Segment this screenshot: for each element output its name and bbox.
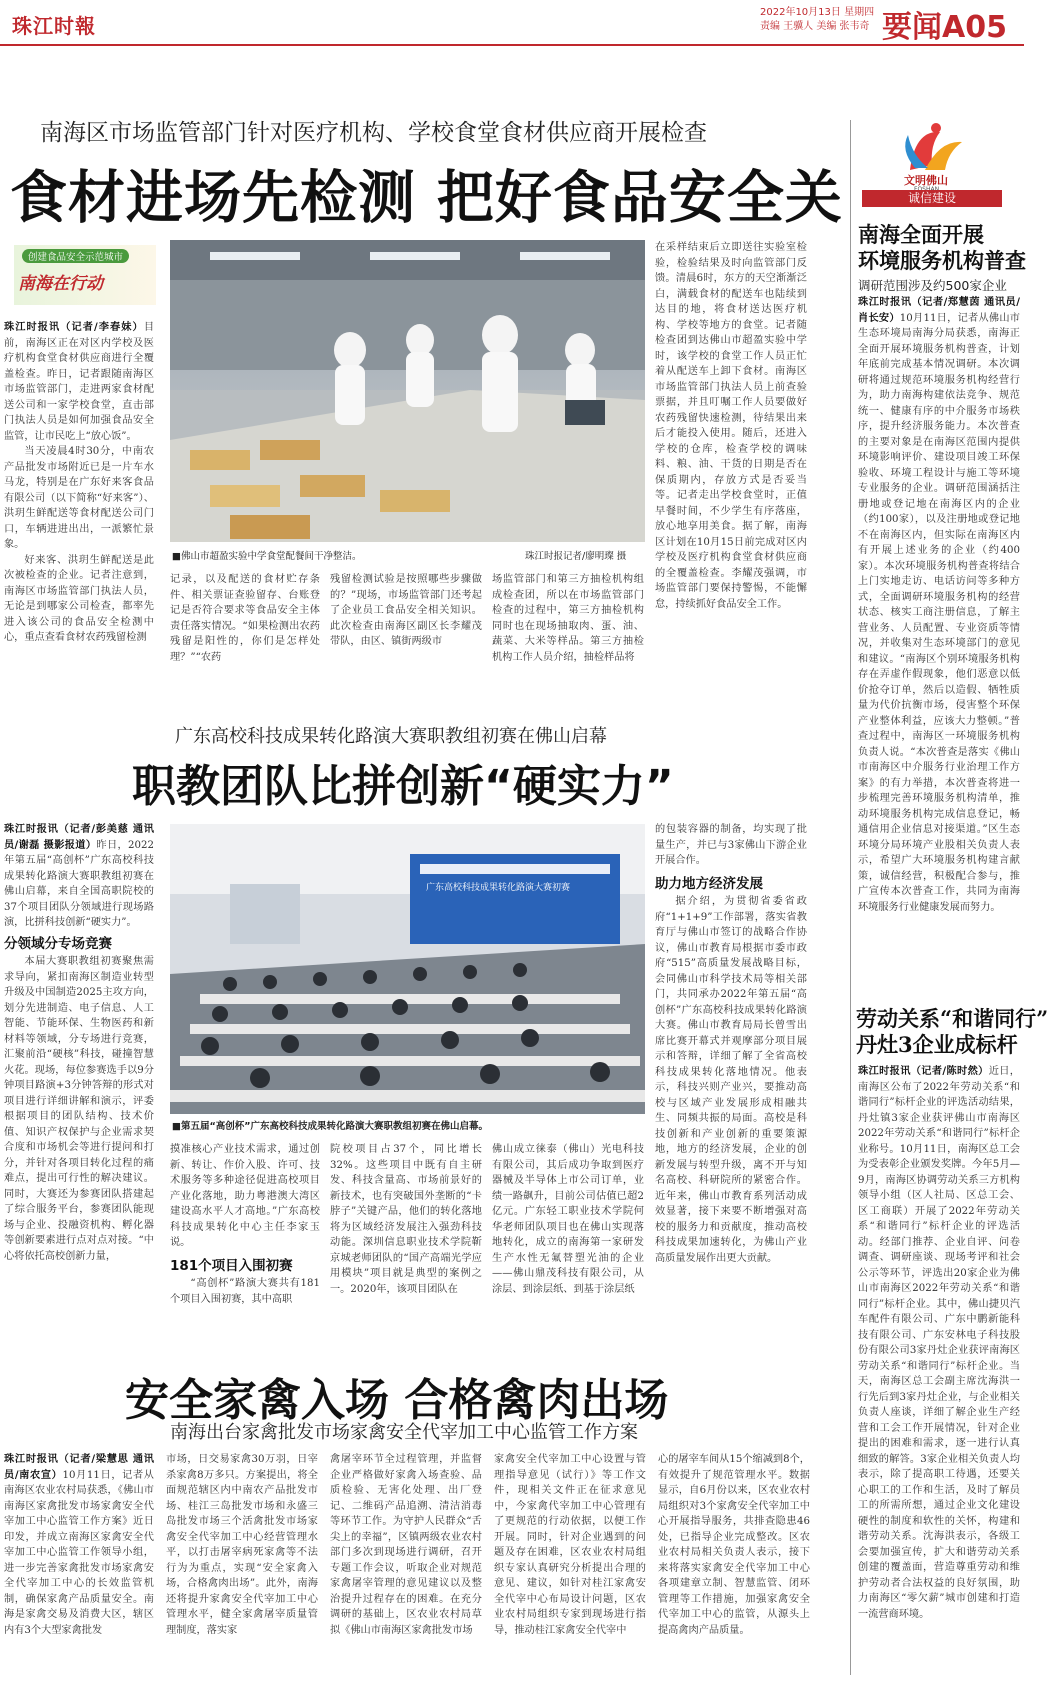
sidebar-story1-title-2: 环境服务机构普查 [858, 248, 1026, 273]
article1-column-1: 珠江时报讯（记者/李春妹）目前，南海区正在对区内学校及医疗机构食堂食材供应商进行全覆盖检查。昨日，记者跟随南海区市场监管部门，走进两家食材配送公司和一家学校食堂，直击部门执法人员是如何加强食品安全监管，让市民吃上“放心饭”。 当天凌晨4时30分，中南农产品批发市场附近已是一片车水马龙，特别是在广东好来客食品有限公司（以下简称“好来客”）、洪玥生鲜配送等食材配送公司门口，车辆进进出出，一派繁忙景象。 好来客、洪玥生鲜配送是此次被检查的企业。记者注意到，南海区市场监管部门执法人员，无论是到哪家公司检查，都率先进入该公司的食品安全检测中心，重点查看食材农药残留检测 [4, 321, 154, 643]
article2-column-3: 院校项目占37个，同比增长32%。这些项目中既有自主研发、科技含量高、市场前景好的新技术，也有突破国外垄断的“卡脖子”关键产品，他们的转化落地将为区域经济发展注入强劲科技动能。深圳信息职业技术学院靳京城老师团队的“国产高端光学应用模块”项目就是典型的案例之一。2020年，该项目团队在 [330, 1144, 482, 1295]
integrity-band: 诚信建设 [862, 190, 1002, 207]
article2-subhead-3: 助力地方经济发展 [655, 875, 763, 892]
article2-column-5: 的包装容器的制备，均实现了批量生产，并已与3家佛山下游企业开展合作。 助力地方经济发展 据介绍，为贯彻省委省政府“1+1+9”工作部署，落实省教育厅与佛山市签订的战略合作协议，佛山市教育局根据市委市政府“515”高质量发展战略目标，会同佛山市科学技术局等相关部门，共同承办2022年第五届“高创杯”广东高校科技成果转化路演大赛。佛山市教育局局长曾雪出席比赛开幕式并观摩部分项目展示和答辩，详细了解了全省高校科技成果转化落地情况。他表示，科技兴则产业兴，要推动高校与区域产业发展形成相融共生、同频共振的局面。高校是科技创新和产业创新的重要策源地，地方的经济发展，企业的创新发展与转型升级，离不开与知名高校、科研院所的紧密合作。近年来，佛山市教育系列活动成效显著，接下来要不断增强对高校的服务力和贡献度，推动高校科技成果加速转化，为佛山产业高质量发展作出更大贡献。 [655, 824, 807, 1264]
logo-title: 文明佛山 [904, 174, 948, 187]
article2-column-1: 珠江时报讯（记者/彭美慈 通讯员/谢磊 摄影报道）昨日，2022年第五届“高创杯”广东高校科技成果转化路演大赛职教组初赛在佛山启幕，来自全国高职院校的37个项目团队分领域进行现场路演，比拼科技创新“硬实力”。 分领域分专场竞赛 本届大赛职教组初赛聚焦需求导向，紧扣南海区制造业转型升级及中国制造2025主攻方向，划分先进制造、电子信息、人工智能、节能环保、生物医药和新材料等领域，分专场进行竞赛，汇聚前沿“硬核”科技，碰撞智慧火花。现场，每位参赛选手以9分钟项目路演+3分钟答辩的形式对项目进行详细讲解和演示，评委根据项目的团队结构、技术价值、知识产权保护与企业需求契合度和市场机会等进行提问和打分，并针对各项目转化过程的痛难点，提出可行性的解决建议。同时，大赛还为参赛团队搭建起了综合服务平台，参赛团队能现场与企业、投融资机构、孵化器等创新要素进行点对点对接。“中心将依托高校创新力量， [4, 823, 154, 1262]
article3-column-3: 禽屠宰环节全过程管理，并监督企业严格做好家禽入场查验、品质检验、无害化处理、出厂登记、二维码产品追溯、清洁消毒等环节工作。为守护人民群众“舌尖上的幸福”，区镇两级农业农村部门多次到现场进行调研，召开专题工作会议，听取企业对规范家禽屠宰管理的意见建议以及整治提升过程存在的困难。在充分调研的基础上，区农业农村局草拟《佛山市南海区家禽批发市场 [330, 1454, 482, 1636]
article2-photo [170, 824, 645, 1114]
issue-date: 2022年10月13日 星期四 [760, 7, 875, 18]
article2-byline: 珠江时报讯（记者/彭美慈 通讯员/谢磊 摄影报道） [4, 823, 154, 851]
article3-column-1: 珠江时报讯（记者/梁慧思 通讯员/南农宣）10月11日，记者从南海区农业农村局获悉，《佛山市南海区家禽批发市场家禽安全代宰加工中心监管工作方案》近日印发，并成立南海区家禽安全代宰加工中心监管工作领导小组，进一步完善家禽批发市场家禽安全代宰加工中心的长效监管机制，确保家禽产品质量安全。南海是家禽交易及消费大区，辖区内有3个大型家禽批发 [4, 1453, 154, 1636]
food-safety-badge [14, 245, 156, 305]
sidebar-story1-text: 珠江时报讯（记者/郑慧茵 通讯员/肖长安）10月11日，记者从佛山市生态环境局南海分局获悉，南海正全面开展环境服务机构普查，计划年底前完成基本情况调研。本次调研将通过规范环境服务机构经营行为，助力南海构建依法竞争、规范统一、健康有序的中介服务市场秩序，提升经济服务能力。本次普查的主要对象是在南海区范围内提供环境影响评价、建设项目竣工环保验收、环境工程设计与施工等环境专业服务的企业。调研范围涵括注册地或登记地在南海区内的企业（约100家），以及注册地或登记地不在南海区内，但实际在南海区内有开展上述业务的企业（约400家）。本次环境服务机构普查将结合上门实地走访、电话访问等多种方式，全面调研环境服务机构的经营状态、核实工商注册信息，了解主营业务、人员配置、专业资质等情况，并收集对生态环境部门的意见和建议。“南海区个别环境服务机构存在弄虚作假现象，他们恶意以低价抢夺订单，然后以造假、牺牲质量为代价抗衡市场，侵害整个环保产业整体利益，应该大力整顿。”普查过程中，南海区一环境服务机构负责人说。“本次普查是落实《佛山市南海区中介服务行业治理工作方案》的有力举措，本次普查将进一步梳理完善环境服务机构清单，推动环境服务机构完成信息登记，畅通信用企业信息对接渠道。”区生态环境分局环境产业股相关负责人表示，希望广大环境服务机构建言献策，诚信经营，积极配合参与，推广宣传本次普查工作，共同为南海环境服务行业健康发展而努力。 [858, 296, 1020, 913]
date-info [760, 6, 874, 34]
sidebar-divider [850, 120, 851, 1675]
sidebar-story2-text: 珠江时报讯（记者/陈时然）近日，南海区公布了2022年劳动关系“和谐同行”标杆企业的评选活动结果，丹灶镇3家企业获评佛山市南海区2022年劳动关系“和谐同行”标杆企业称号。10月11日，南海区总工会为受表彰企业颁发奖牌。今年5月—9月，南海区协调劳动关系三方机构领导小组（区人社局、区总工会、区工商联）开展了2022年劳动关系“和谐同行”标杆企业的评选活动。经部门推荐、企业自评、问卷调查、调研座谈、现场考评和社会公示等环节，评选出20家企业为佛山市南海区2022年劳动关系“和谐同行”标杆企业。其中，佛山捷贝汽车配件有限公司、广东中鹏新能科技有限公司、广东安林电子科技股份有限公司3家丹灶企业获评南海区劳动关系“和谐同行”标杆企业。当天，南海区总工会副主席沈海洪一行先后到3家丹灶企业，与企业相关负责人座谈，详细了解企业生产经营和工会工作开展情况，针对企业提出的困难和需求，逐一进行认真细致的解答。3家企业相关负责人均表示，除了提高职工待遇，还要关心职工的工作和生活，及时了解员工的所需所想，通过企业文化建设硬性的制度和软性的关怀，构建和谐劳动关系。沈海洪表示，各级工会要加强宣传，扩大和谐劳动关系创建的覆盖面，营造尊重劳动和维护劳动者合法权益的良好氛围，助力南海区“零欠薪”城市创建和打造一流营商环境。 [858, 1065, 1020, 1620]
article1-column-2: 记录，以及配送的食材贮存条件、相关票证查验留存、台账登记是否符合要求等食品安全主体责任落实情况。“如果检测出农药残留是阳性的，你们是怎样处理？”“农药 [170, 574, 320, 663]
editors-line: 责编 王骥人 美编 张韦奇 [760, 21, 870, 32]
sidebar-story1-subtitle: 调研范围涉及约500家企业 [858, 278, 1007, 293]
badge-main-label: 南海在行动 [18, 274, 103, 294]
article2-subhead-2: 181个项目入围初赛 [170, 1257, 293, 1274]
article3-column-5: 心的屠宰车间从15个缩减到8个，有效提升了规范管理水平。数据显示，自6月份以来，区农业农村局组织对3个家禽安全代宰加工中心开展指导服务，共排查隐患46处，已指导企业完成整改。区农业农村局相关负责人表示，接下来将落实家禽安全代宰加工中心各项建章立制、智慧监管、闭环管理等工作措施，加强家禽安全代宰加工中心的监管，从源头上提高禽肉产品质量。 [658, 1454, 810, 1636]
article1-byline: 珠江时报讯（记者/李春妹） [4, 321, 144, 333]
article1-column-3: 残留检测试验是按照哪些步骤做的？”现场，市场监管部门还考起了企业员工食品安全相关知识。此次检查由南海区副区长李耀茂带队，由区、镇街两级市 [330, 574, 482, 647]
newspaper-logo: 珠江时報 [12, 14, 96, 38]
article2-column-2: 摸准核心产业技术需求，通过创新、转让、作价入股、许可、技术服务等多种途径促进高校项目产业化落地，助力粤港澳大湾区建设高水平人才高地。”广东高校科技成果转化中心主任李家玉说。 181个项目入围初赛 “高创杯”路演大赛共有181个项目入围初赛，其中高职 [170, 1144, 320, 1305]
sidebar-story2-title-2: 丹灶3企业成标杆 [856, 1032, 1018, 1057]
article1-photo-caption: ■佛山市超盈实验中学食堂配餐间干净整洁。 [172, 551, 362, 562]
article1-photo [170, 240, 645, 542]
sidebar-story1-title-1: 南海全面开展 [858, 222, 984, 247]
article3-byline: 珠江时报讯（记者/梁慧思 通讯员/南农宣） [4, 1453, 154, 1481]
article3-subtitle: 南海出台家禽批发市场家禽安全代宰加工中心监管工作方案 [170, 1422, 638, 1443]
article2-subhead-1: 分领域分专场竞赛 [4, 935, 112, 952]
article1-photo-credit: 珠江时报记者/廖明璨 摄 [525, 551, 627, 562]
article3-title: 安全家禽入场 合格禽肉出场 [125, 1375, 669, 1426]
section-label: 要闻A05 [882, 10, 1007, 45]
article2-title: 职教团队比拼创新“硬实力” [132, 761, 674, 812]
article1-subtitle: 南海区市场监管部门针对医疗机构、学校食堂食材供应商开展检查 [40, 120, 707, 146]
article1-title: 食材进场先检测 把好食品安全关 [10, 165, 843, 231]
article2-column-4: 佛山成立徕泰（佛山）光电科技有限公司，其后成功争取到医疗器械及半导体上市公司订单，业绩一路飙升，目前公司估值已超2亿元。广东轻工职业技术学院何华老师团队项目也在佛山实现落地转化，成立的南海第一家研发生产水性无氟替塑光油的企业——佛山鼎茂科技有限公司，从涂层、到涂层纸、到基于涂层纸 [492, 1144, 644, 1295]
badge-top-label: 创建食品安全示范城市 [22, 249, 129, 263]
article2-photo-caption: ■第五届“高创杯”广东高校科技成果转化路演大赛职教组初赛在佛山启幕。 [172, 1121, 488, 1132]
sidebar-story2-title-1: 劳动关系“和谐同行” [856, 1006, 1048, 1031]
article1-column-5: 在采样结束后立即送往实验室检验，检验结果及时向监管部门反馈。清晨6时，东方的天空渐渐泛白，满载食材的配送车也陆续到达目的地，将食材送达医疗机构、学校等地方的食堂。记者随检查团到达佛山市超盈实验中学时，该学校的食堂工作人员正忙着从配送车上卸下食材。南海区市场监管部门执法人员上前查验票据，并且叮嘱工作人员要做好农药残留快速检测，待结果出来后才能投入使用。随后，还进入学校的仓库，检查学校的调味料、粮、油、干货的日期是否在保质期内，存放方式是否妥当等。记者走出学校食堂时，正值早餐时间，不少学生有序落座，放心地享用美食。据了解，南海区计划在10月15日前完成对区内学校及医疗机构食堂食材供应商的全覆盖检查。李耀茂强调，市场监管部门要保持警惕，不能懈怠，持续抓好食品安全工作。 [655, 242, 807, 610]
photo-banner-text: 广东高校科技成果转化路演大赛初赛 [426, 883, 571, 893]
article2-subtitle: 广东高校科技成果转化路演大赛职教组初赛在佛山启幕 [175, 726, 607, 747]
article3-column-4: 家禽安全代宰加工中心设置与管理指导意见（试行）》等工作文件，现相关文件正在征求意见中，今家禽代宰加工中心管理有了更规范的行动依据，以便工作开展。同时，针对企业遇到的问题及存在困难，区农业农村局组织专家认真研究分析提出合理的意见、建议，如针对桂江家禽安全代宰中心布局设计问题，区农业农村局组织专家到现场进行指导，推动桂江家禽安全代宰中 [494, 1454, 646, 1636]
article1-column-4: 场监管部门和第三方抽检机构组成检查团，所以在市场监管部门检查的过程中，第三方抽检机构同时也在现场抽取肉、蛋、油、蔬菜、大米等样品。第三方抽检机构工作人员介绍，抽检样品将 [492, 574, 644, 663]
article3-column-2: 市场，日交易家禽30万羽，日宰杀家禽8万多只。方案提出，将全面规范辖区内中南农产品批发市场、桂江三岛批发市场和永盛三岛批发市场三个活禽批发市场家禽安全代宰加工中心经营管理水平，以打击屠宰病死家禽等不法行为为重点，实现“安全家禽入场，合格禽肉出场”。此外，南海还将提升家禽安全代宰加工中心管理水平，健全家禽屠宰质量管理制度，落实家 [166, 1454, 318, 1636]
